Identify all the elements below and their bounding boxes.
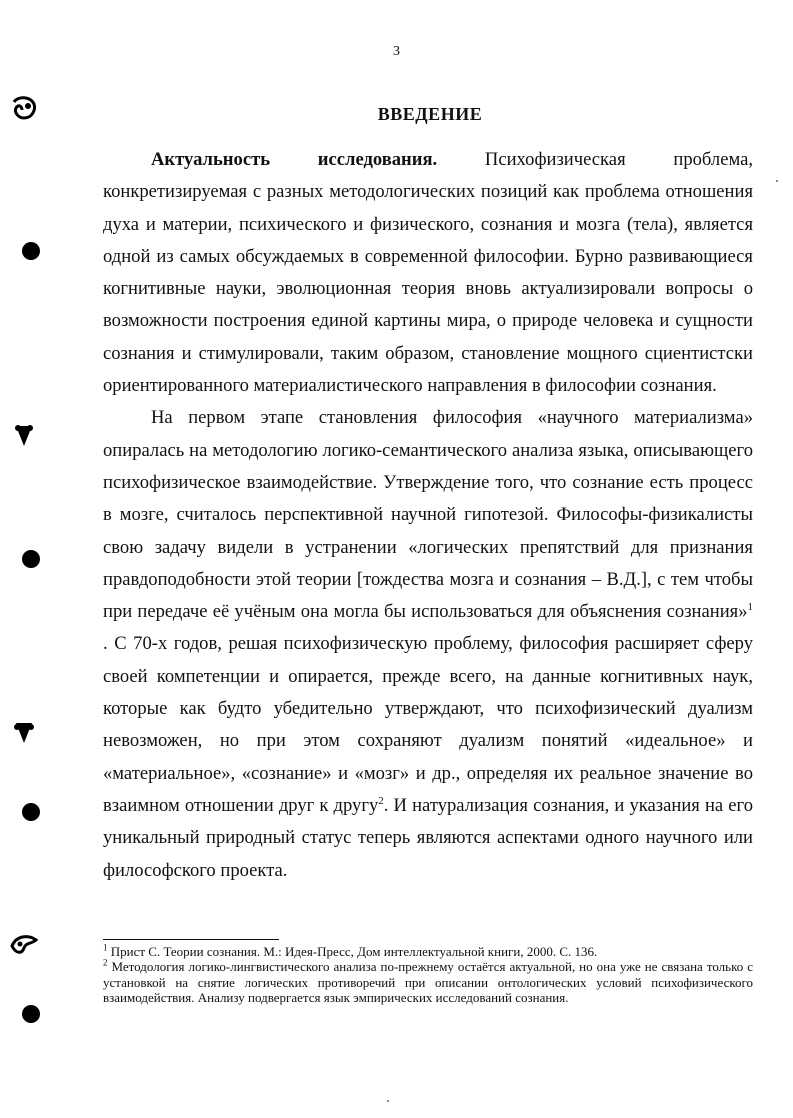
main-text — [103, 144, 753, 887]
page-number: 3 — [393, 44, 400, 59]
paragraph-part: На первом этапе становления философия «научного материализма» опиралась на методологию логико-семантического анализа языка, описывающего психофизическое взаимодействие. Утверждение того, что сознание есть процесс в мозге, считалось перспективной научной гипотезой. Философы-физикалисты свою задачу видели в устранении «логических препятствий для признания правдоподобности этой теории [тождества мозга и сознания – В.Д.], с тем чтобы при передаче её учёным она могла бы использоваться для объяснения сознания» — [103, 407, 753, 623]
binding-hole-mark — [22, 803, 40, 821]
binding-hole-mark — [22, 1005, 40, 1023]
footnote-number: 1 — [103, 942, 108, 953]
section-heading: ВВЕДЕНИЕ — [377, 104, 483, 124]
scan-speck — [387, 1100, 389, 1102]
footnote-number: 2 — [103, 957, 108, 968]
scan-speck — [776, 180, 778, 182]
footnote-text: Методология логико-лингвистического анализа по-прежнему остаётся актуальной, но она уже не связана только с установкой на снятие логических противоречий при описании онтологических условий психофизического взаимодействия. Анализу подвергается язык эмпирических исследований сознания. — [103, 959, 753, 1005]
ornament-stamp-icon — [8, 928, 40, 960]
binding-hole-mark — [22, 550, 40, 568]
ornament-stamp-icon — [8, 418, 40, 450]
footnote-ref: 2 — [378, 794, 384, 807]
binding-hole-mark — [22, 242, 40, 260]
paragraph-part: . И натурализация сознания, и указания на его уникальный природный статус теперь являются аспектами одного научного или философского проекта. — [103, 794, 753, 881]
paragraph-lead: Актуальность исследования. — [151, 149, 438, 170]
paragraph-relevance — [103, 144, 753, 402]
paragraph-materialism — [103, 402, 753, 886]
ornament-stamp-icon — [8, 92, 40, 124]
paragraph-body: Психофизическая проблема, конкретизируемая с разных методологических позиций как проблема отношения духа и материи, психического и физического, сознания и мозга (тела), является одной из самых обсуждаемых в современной философии. Бурно развивающиеся когнитивные науки, эволюционная теория вновь актуализировали вопросы о возможности построения единой картины мира, о природе человека и сущности сознания и стимулировали, таким образом, становление мощного сциентистски ориентированного материалистического направления в философии сознания. — [103, 149, 753, 397]
footnote-item — [103, 944, 753, 959]
footnote-ref: 1 — [747, 600, 753, 613]
footnote-divider — [103, 939, 279, 940]
footnote-text: Прист С. Теории сознания. М.: Идея-Пресс, Дом интеллектуальной книги, 2000. С. 136. — [107, 944, 598, 959]
footnote-item — [103, 959, 753, 1005]
footnotes — [103, 944, 753, 1005]
paragraph-part: . С 70-х годов, решая психофизическую проблему, философия расширяет сферу своей компетенции и опирается, прежде всего, на данные когнитивных наук, которые как будто убедительно утверждают, что психофизический дуализм невозможен, но при этом сохраняют дуализм понятий «идеальное» и «материальное», «сознание» и «мозг» и др., определяя их реальное значение во взаимном отношении друг к другу — [103, 633, 753, 816]
ornament-stamp-icon — [8, 715, 40, 747]
